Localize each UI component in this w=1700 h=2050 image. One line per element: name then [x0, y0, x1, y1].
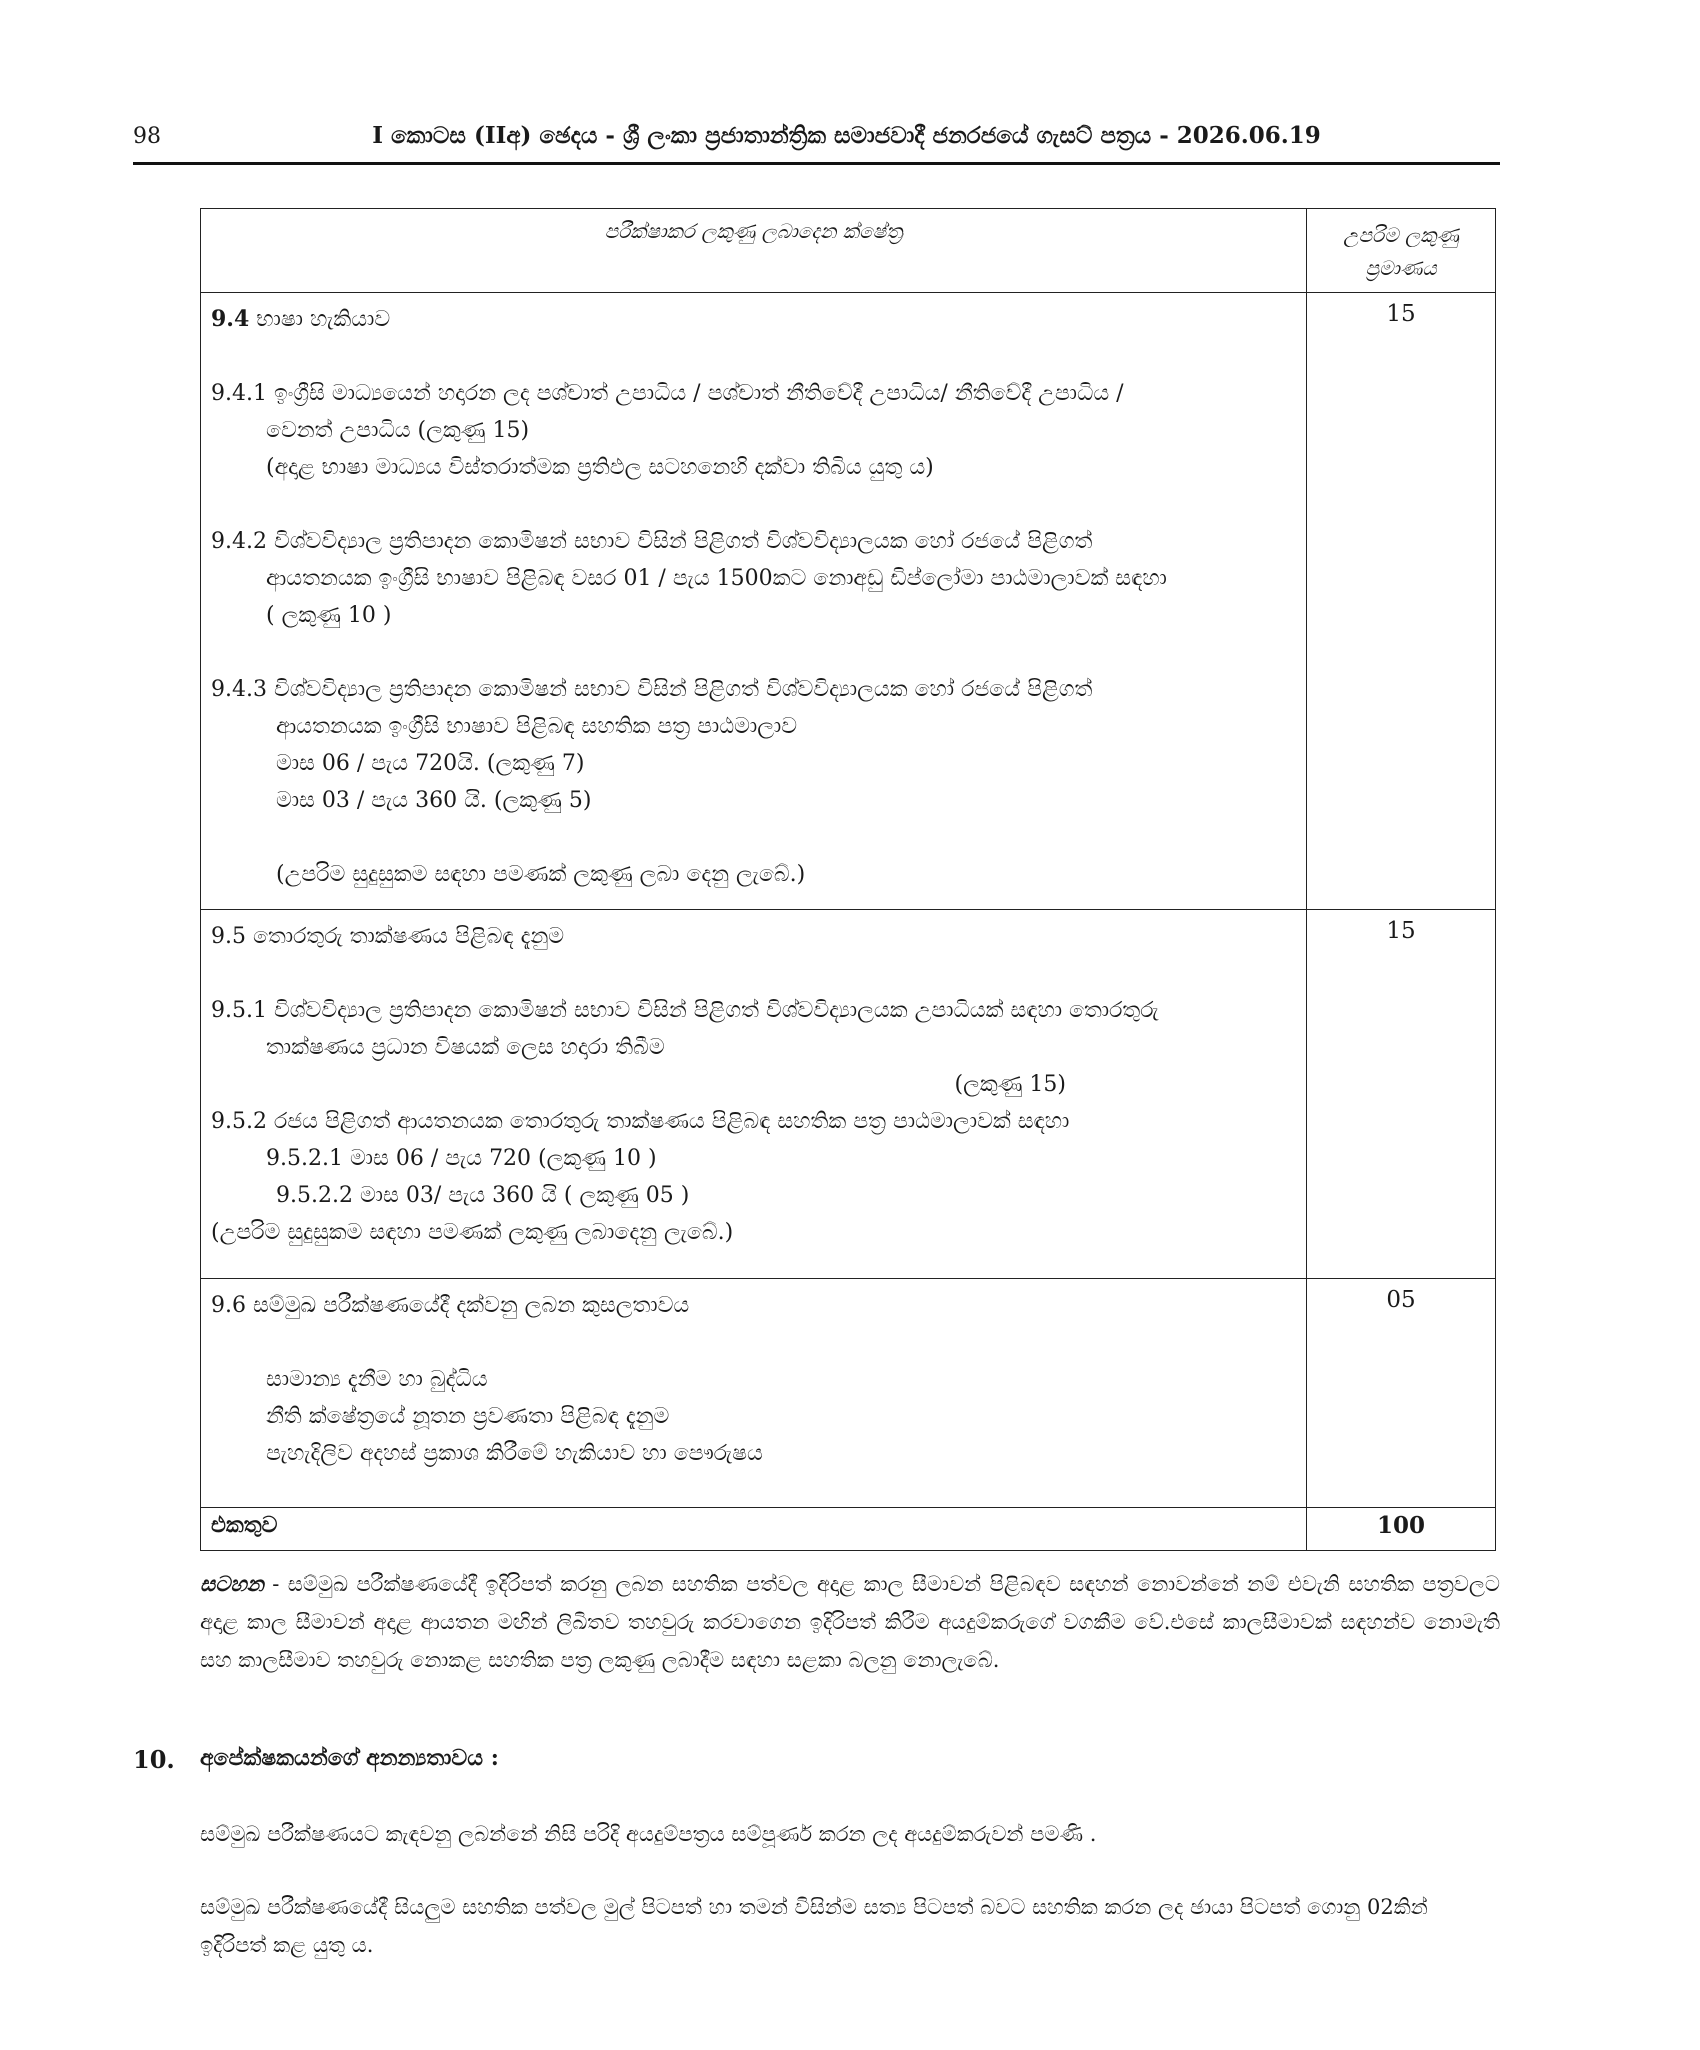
item-9-4-3-line4: මාස 03 / පැය 360 යි. (ලකුණු 5) — [276, 788, 592, 813]
page-number: 98 — [133, 124, 161, 149]
footnote-label: සටහන — [200, 1571, 264, 1596]
item-9-4-2-line3: ( ලකුණු 10 ) — [266, 603, 392, 628]
item-9-4-2-line1: 9.4.2 විශ්වවිද්‍යාල ප්‍රතිපාදන කොමිෂන් සභාව විසින් පිළිගත් විශ්වවිද්‍යාලයක හෝ රජයේ පිළිගත් — [211, 529, 1093, 554]
marks-table — [200, 208, 1496, 1551]
item-9-4-1-line2: වෙනත් උපාධිය (ලකුණු 15) — [266, 418, 530, 443]
section-9-4-title: 9.4 භාෂා හැකියාව — [211, 306, 391, 332]
total-row — [201, 1508, 1496, 1551]
item-9-6-line3: පැහැදිලිව අදහස් ප්‍රකාශ කිරීමේ හැකියාව හා පෞරුෂය — [266, 1441, 763, 1466]
section-9-5-marks: 15 — [1307, 910, 1496, 1279]
section-9-4-cell — [201, 293, 1307, 910]
section-9-6-title: 9.6 සම්මුඛ පරීක්ෂණයේදී දක්වනු ලබන කුසලතාවය — [211, 1293, 690, 1318]
section-9-5-title: 9.5 තොරතුරු තාක්ෂණය පිළිබඳ දැනුම — [211, 924, 565, 949]
section-9-5-note: (උපරිම සුදුසුකම සඳහා පමණක් ලකුණු ලබාදෙනු ලැබේ.) — [211, 1220, 734, 1245]
total-value: 100 — [1307, 1508, 1496, 1551]
gazette-title: I කොටස (IIඅ) ඡෙදය - ශ්‍රී ලංකා ප්‍රජාතාන්ත්‍රික සමාජවාදී ජනරජයේ ගැසට් පත්‍රය - 2026.06.19 — [372, 122, 1321, 149]
section-10-number: 10. — [133, 1745, 175, 1774]
item-9-4-1-line1: 9.4.1 ඉංග්‍රීසි මාධ්‍යයෙන් හදාරන ලද පශ්චාත් උපාධිය / පශ්චාත් නීතිවේදී උපාධිය/ නීතිවේදී උපාධිය / — [211, 381, 1124, 406]
item-9-6-line2: නීති ක්ෂේත්‍රයේ නූතන ප්‍රවණතා පිළිබඳ දැනුම — [266, 1404, 670, 1429]
item-9-4-3-line3: මාස 06 / පැය 720යි. (ලකුණු 7) — [276, 751, 585, 776]
total-label: එකතුව — [201, 1508, 1307, 1551]
max-marks-header-line1: උපරිම ලකුණු — [1343, 223, 1459, 247]
table-header-row — [201, 209, 1496, 293]
item-9-4-3-line1: 9.4.3 විශ්වවිද්‍යාල ප්‍රතිපාදන කොමිෂන් සභාව විසින් පිළිගත් විශ්වවිද්‍යාලයක හෝ රජයේ පිළිගත් — [211, 677, 1093, 702]
page-header — [133, 120, 1500, 165]
footnote — [200, 1565, 1500, 1679]
section-10-paragraph-2: සම්මුඛ පරීක්ෂණයේදී සියලුම සහතික පත්වල මුල් පිටපත් හා තමන් විසින්ම සත්‍ය පිටපත් බවට සහතික කරන ලද ඡායා පිටපත් ගොනු 02කින් ඉදිරිපත් කළ යුතු ය. — [200, 1895, 1428, 1957]
footnote-text: - සම්මුඛ පරීක්ෂණයේදී ඉදිරිපත් කරනු ලබන සහතික පත්වල අදාළ කාල සීමාවන් පිළිබඳව සඳහන් නොවන්නේ නම් එවැනි සහතික පත්‍රවලට අදාළ කාල සීමාවන් අදාළ ආයතන මඟින් ලිඛිතව තහවුරු කරවාගෙන ඉදිරිපත් කිරීම අයදුම්කරුගේ වගකීම වේ.එසේ කාලසීමාවක් සඳහන්ව නොමැති සහ කාලසීමාව තහවුරු නොකළ සහතික පත්‍ර ලකුණු ලබාදීම සඳහා සළකා බලනු නොලැබේ. — [200, 1572, 1500, 1672]
table-row — [201, 910, 1496, 1279]
section-9-5-cell — [201, 910, 1307, 1279]
max-marks-header-line2: ප්‍රමාණය — [1365, 256, 1437, 280]
item-9-5-2-1: 9.5.2.1 මාස 06 / පැය 720 (ලකුණු 10 ) — [266, 1146, 657, 1171]
max-marks-column-header — [1307, 209, 1496, 293]
item-9-5-1-line1: 9.5.1 විශ්වවිද්‍යාල ප්‍රතිපාදන කොමිෂන් සභාව විසින් පිළිගත් විශ්වවිද්‍යාලයක උපාධියක් සඳහා තොරතුරු — [211, 998, 1159, 1023]
item-9-4-1-line3: (අදාළ භාෂා මාධ්‍යය විස්තරාත්මක ප්‍රතිඵල සටහනෙහි දක්වා තිබිය යුතු ය) — [266, 455, 934, 480]
item-9-6-line1: සාමාන්‍ය දැනීම හා බුද්ධිය — [266, 1367, 488, 1392]
section-9-4-note: (උපරිම සුදුසුකම සඳහා පමණක් ලකුණු ලබා දෙනු ලැබේ.) — [276, 862, 806, 887]
section-9-6-marks: 05 — [1307, 1279, 1496, 1508]
section-9-4-marks: 15 — [1307, 293, 1496, 910]
section-9-6-cell — [201, 1279, 1307, 1508]
section-10-paragraph-1: සම්මුඛ පරීක්ෂණයට කැඳවනු ලබන්නේ නිසි පරිදි අයදුම්පත්‍රය සම්පූර්ණ කරන ලද අයදුම්කරුවන් පමණි . — [200, 1822, 1097, 1846]
section-10-title: අපේක්ෂකයන්ගේ අනන්‍යතාවය : — [200, 1745, 499, 1771]
item-9-5-1-marks: (ලකුණු 15) — [954, 1072, 1066, 1097]
item-9-4-2-line2: ආයතනයක ඉංග්‍රීසි භාෂාව පිළිබඳ වසර 01 / පැය 1500කට නොඅඩු ඩිප්ලෝමා පාඨමාලාවක් සඳහා — [266, 566, 1167, 591]
item-9-4-3-line2: ආයතනයක ඉංග්‍රීසි භාෂාව පිළිබඳ සහතික පත්‍ර පාඨමාලාව — [276, 714, 798, 739]
table-row — [201, 1279, 1496, 1508]
item-9-5-1-line2: තාක්ෂණය ප්‍රධාන විෂයක් ලෙස හදාරා තිබීම — [266, 1035, 665, 1060]
item-9-5-2-2: 9.5.2.2 මාස 03/ පැය 360 යි ( ලකුණු 05 ) — [276, 1183, 690, 1208]
field-column-header: පරීක්ෂාකර ලකුණු ලබාදෙන ක්ෂේත්‍ර — [201, 209, 1307, 293]
table-row — [201, 293, 1496, 910]
item-9-5-2-line1: 9.5.2 රජය පිළිගත් ආයතනයක තොරතුරු තාක්ෂණය පිළිබඳ සහතික පත්‍ර පාඨමාලාවක් සඳහා — [211, 1109, 1070, 1134]
